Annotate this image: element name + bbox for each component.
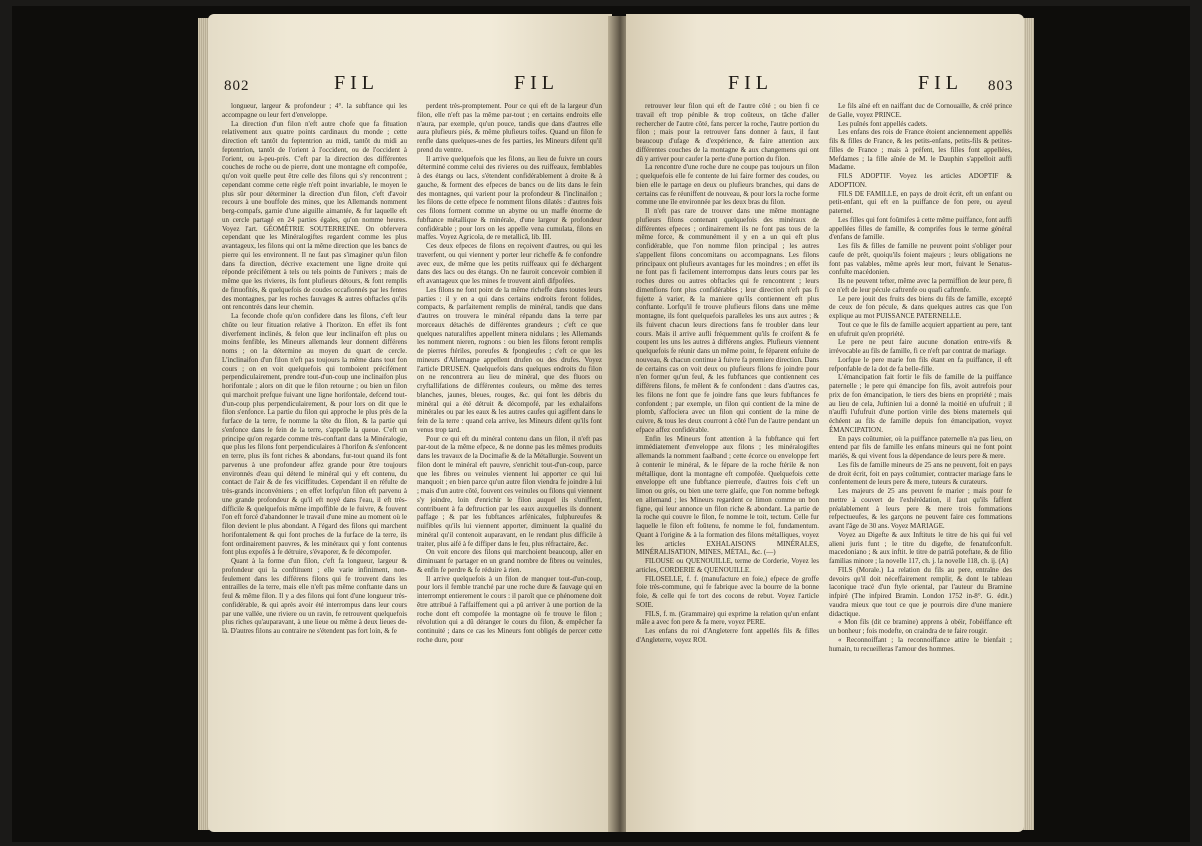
- paragraph: Il arrive quelquefois à un filon de manquer tout-d'un-coup, pour lors il femble tranché par une roche dure & fauvage qui en interrompt entierement le cours : il paroît que ce phénomene doit être attribué à l'affaiffement qui a pû arriver à une portion de la roche dont eft compofée la montagne où fe trouve le filon ; révolution qui a dû déranger le cours du filon, & empêcher fa continuité ; dans ce cas les Mineurs font obligés de percer cette roche dure, pour: [417, 574, 602, 644]
- entry-fils: FILS, f. m. (Grammaire) qui exprime la relation qu'un enfant mâle a avec fon pere & fa mere, voyez PERE.: [636, 609, 819, 627]
- paragraph: En pays coûtumier, où la puiffance paternelle n'a pas lieu, on entend par fils de famille les enfans mineurs qui ne font point mariés, & qui vivent fous la dépendance de leurs pere & mere.: [829, 434, 1012, 460]
- paragraph: Tout ce que le fils de famille acquiert appartient au pere, tant en ufufruit qu'en propriété.: [829, 320, 1012, 338]
- paragraph: Enfin les Mineurs font attention à la fubftance qui fert immédiatement d'enveloppe aux filons ; les minéralogiftes allemands la nomment faalband ; cette écorce ou enveloppe fert à contenir le minéral, & le fépare de la roche ftérile & non métallique, dont la montagne eft compofée. Quelquefois cette enveloppe eft une fubftance pierreufe, d'autres fois c'eft un limon ou grès, ou bien une terre glaife, que l'on nomme beftegk en allemand ; les Mineurs regardent ce limon comme un bon figne, qui leur annonce un filon riche & abondant. La partie de la roche qui couvre le filon, fe nomme le toit, tectum. Celle fur laquelle le filon eft foûtenu, fe nomme le fol, fundamentum. Quant à l'origine & à la formation des filons métalliques, voyez les articles EXHALAISONS MINÉRALES, MINÉRALISATION, MINES, MÉTAL, &c. (—): [636, 434, 819, 557]
- paragraph: longueur, largeur & profondeur ; 4°. la subftance qui les accompagne ou leur fert d'enveloppe.: [222, 102, 407, 119]
- paragraph: Le fils aîné eft en naiffant duc de Cornouaille, & créé prince de Galle, voyez PRINCE.: [829, 102, 1012, 119]
- paragraph: Les filons ne font point de la même richeffe dans toutes leurs parties : il y en a qui dans certains endroits feront folides, compacts, & parfaitement remplis de minéral, tandis que dans d'autres on trouvera le minéral répandu dans la terre par morceaux détachés de différentes grandeurs ; c'eft ce que quelques naturaliftes appellent minera nidulans ; les Allemands les nomment nieren, rognons : ou bien les filons feront remplis de pierres ftériles, poreufes & fpongieufes ; c'eft ce que les mineurs d'Allemagne appellent drufen ou des drufes. Voyez l'article DRUSEN. Quelquefois dans quelques endroits du filon on ne rencontrera au lieu de minéral, que des fluors ou cryftallifations de différentes couleurs, ou même des terres blanches, jaunes, bleues, rouges, &c. qui font les débris du minéral qui a été détruit & décompofé, par les exhalaifons minérales ou par les eaux & les autres caufes qui agiffent dans le fein de la terre : quand cela arrive, les Mineurs difent qu'ils font venus trop tard.: [417, 285, 602, 434]
- right-column-1: [636, 102, 819, 814]
- paragraph: Il arrive quelquefois que les filons, au lieu de fuivre un cours déterminé comme celui des rivieres ou des ruiffeaux, femblables à des étangs ou lacs, s'étendent confidérablement à droite & à gauche, & forment des efpeces de bancs ou de lits dans le fein des montagnes, qui varient pour la profondeur & l'inclinaifon ; les filons de cette efpece fe nomment filons dilatés : d'autres fois ces filons forment comme un abyme ou un maffe énorme de fubftance métallique & minérale, d'une largeur & profondeur confidérable ; pour lors on les appelle vena cumulata, filons en maffes. Voyez Agricola, de re metallicâ, lib. III.: [417, 154, 602, 242]
- entry-filoselle: FILOSELLE, f. f. (manufacture en foie,) efpece de groffe foie très-commune, qui fe fabrique avec la bourre de la bonne foie, & celle qui fe tort des cocons de rebut. Voyez l'article SOIE.: [636, 574, 819, 609]
- paragraph: Lorfque le pere marie fon fils étant en fa puiffance, il eft refponfable de la dot de fa belle-fille.: [829, 355, 1012, 373]
- right-page-number: 803: [988, 78, 1014, 94]
- right-head-word-2: FIL: [918, 72, 963, 94]
- right-page-columns: [636, 102, 1012, 814]
- paragraph: L'émancipation fait fortir le fils de famille de la puiffance paternelle ; le pere qui émancipe fon fils, avoit autrefois pour prix de fon émancipation, le tiers des biens en propriété ; mais au lieu de cela, Juftinien lui a donné la moitié en ufufruit ; il n'auffi l'ufufruit d'une portion virile des biens maternels qui échéent au fils de famille depuis fon émancipation, voyez ÉMANCIPATION.: [829, 373, 1012, 434]
- left-page: [208, 14, 612, 832]
- paragraph: Ces deux efpeces de filons en reçoivent d'autres, ou qui les traverfent, ou qui viennent y porter leur richeffe & fe confondre avec eux, de même que les petits ruiffeaux qui fe déchargent dans des lacs ou des étangs. On ne fauroit concevoir combien il eft avantageux que les mines fe trouvent ainfi difpofées.: [417, 242, 602, 285]
- paragraph: Les filles qui font foûmifes à cette même puiffance, font auffi appellées filles de famille, & comprifes fous le terme général d'enfans de famille.: [829, 215, 1012, 242]
- paragraph: Les majeurs de 25 ans peuvent fe marier ; mais pour fe mettre à couvert de l'exhérédation, il faut qu'ils faffent préalablement à leurs pere & mere trois fommations refpectueufes, & les garçons ne peuvent faire ces fommations avant l'âge de 30 ans. Voyez MARIAGE.: [829, 487, 1012, 530]
- left-running-head: [208, 72, 612, 98]
- paragraph: On voit encore des filons qui marchoient beaucoup, aller en diminuant fe partager en un grand nombre de fibres ou veinules, & enfin fe perdre & fe réduire à rien.: [417, 548, 602, 574]
- right-page: [626, 14, 1024, 832]
- paragraph: Ils ne peuvent tefter, même avec la permiffion de leur pere, fi ce n'eft de leur pécule caftrenfe ou quafi caftrenfe.: [829, 277, 1012, 294]
- paragraph: Le pere ne peut faire aucune donation entre-vifs & irrévocable au fils de famille, fi ce n'eft par contrat de mariage.: [829, 338, 1012, 355]
- paragraph: Les enfans du roi d'Angleterre font appellés fils & filles d'Angleterre, voyez ROI.: [636, 627, 819, 644]
- entry-fils-adoptif: FILS ADOPTIF. Voyez les articles ADOPTIF & ADOPTION.: [829, 172, 1012, 189]
- paragraph: Les fils & filles de famille ne peuvent point s'obliger pour caufe de prêt, quoiqu'ils foient majeurs ; leurs obligations ne font pas valables, même après leur mort, fuivant le Senatus-confulte macédonien.: [829, 242, 1012, 277]
- left-page-number: 802: [224, 78, 250, 94]
- paragraph: Les puînés font appellés cadets.: [838, 119, 928, 128]
- paragraph: La direction d'un filon n'eft autre chofe que fa fituation relativement aux quatre points cardinaux du monde ; cette direction eft tantôt du feptentrion au midi, tantôt du midi au feptentrion, tantôt de l'orient à l'occident, ou de l'occident à l'orient, ou à-peu-près. C'eft par la direction des différentes couches de roche ou de pierre, dont une montagne eft compofée, qu'on voit quelle peut être celle des filons qui s'y rencontrent ; cependant comme cette règle n'eft point invariable, le moyen le plus sûr pour déterminer la direction d'un filon, c'eft d'avoir recours à une bouffole des mines, que les Allemands nomment berg-compafs, garnie d'une aiguille aimantée, & fur laquelle eft un cercle partagé en 24 parties égales, qu'on nomme heures. Voyez l'art. GÉOMÉTRIE SOUTERREINE. On obfervera cependant que les Minéralogiftes regardent comme les plus avantageux, les filons qui ont la même direction que les bancs de pierre qui les environnent. Il ne faut pas s'imaginer qu'un filon dans fa direction, décrive exactement une ligne droite qui réponde précifément à tels ou tels points de l'univers ; mais de même que les rivieres, ils font plufieurs détours, & font remplis de finuofités, & quelquefois de coudes occafionnés par les fentes des montagnes, par les roches fauvages & autres obftacles qu'ils ont rencontrés dans leur chemin.: [222, 119, 407, 312]
- paragraph: Voyez au Digefte & aux Inftituts le titre de his qui fui vel alieni juris funt ; le titre du digefte, de fenatufconfult. macedoniano ; & aux inftit. le titre de patriâ poteftate, & de filio familias minore ; la novelle 117, ch. j. la novelle 118, ch. ij. (A): [829, 530, 1012, 565]
- right-column-2: [829, 102, 1012, 814]
- paragraph: Il n'eft pas rare de trouver dans une même montagne plufieurs filons contenant quelquefois des minéraux de différentes efpeces ; ordinairement ils ne font pas tous de la même force, & communément il y en a un qui eft plus confidérable, que l'on nomme filon principal ; les autres s'appellent filons concomitans ou accompagnans. Les filons principaux ont plufieurs avantages fur les moindres ; en effet ils ne font pas fi facilement interrompus dans leurs cours par les roches dures ou autres obftacles qui fe rencontrent ; leurs dimenfions font plus confidérables ; leur direction n'eft pas fi fujette à varier, & la maniere qu'ils contiennent eft plus conftante. Lorfqu'il fe trouve plufieurs filons dans une même montagne, ils font quelquefois paralleles les uns aux autres ; & ils fuivent chacun leurs directions fans fe troubler dans leur cours. Mais il arrive aufli fréquemment qu'ils fe croifent & fe coupent les uns les autres à différens angles. Plufieurs viennent quelquefois fe réunir dans un même point, fe féparent enfuite de nouveau, & chacun continue à fuivre fa premiere direction. Dans de certains cas on voit deux ou plufieurs filons fe joindre pour n'en former qu'un feul, & les fubftances que contiennent ces différens filons, fe mêlent & fe confondent : dans d'autres cas, les filons ne font que fe joindre fans que leurs fubftances fe confondent ; par exemple, un filon qui contient de la mine de plomb, s'affociera avec un filon qui contient de la mine de cuivre, & tous les deux courront à côté l'un de l'autre pendant un efpace affez confidérable.: [636, 207, 819, 434]
- paragraph: retrouver leur filon qui eft de l'autre côté ; ou bien fi ce travail eft trop pénible & trop coûteux, on tâche d'aller rechercher de l'autre côté, fans percer la roche, l'autre portion du filon ; mais pour la retrouver fans donner à faux, il faut beaucoup d'ufage & d'expérience, & faire attention aux différentes couches de la montagne & aux changemens qui ont dû y arriver pour caufer la perte d'une portion du filon.: [636, 102, 819, 163]
- paragraph: Quant à la forme d'un filon, c'eft fa longueur, largeur & profondeur qui la conftituent ; elle varie infiniment, non-feulement dans les différens filons qui fe trouvent dans les entrailles de la terre, mais elle n'eft pas même conftante dans un feul & même filon. Il y a des filons qui font d'une longueur très-confidérable, & qui après avoir été interrompus dans leur cours par une vallée, une riviere ou un ravin, fe retrouvent quelquefois plus riches qu'auparavant, à une lieue ou même à deux lieues de-là. D'autres filons au contraire ne s'étendent pas fort loin, & fe: [222, 557, 407, 635]
- paragraph: La rencontre d'une roche dure ne coupe pas toujours un filon ; quelquefois elle fe contente de lui faire former des coudes, ou bien elle le partage en deux ou plufieurs branches, qui dans de certains cas fe réuniffent de nouveau, & pour lors la roche forme comme une île environnée par les deux bras du filon.: [636, 163, 819, 207]
- paragraph: perdent très-promptement. Pour ce qui eft de la largeur d'un filon, elle n'eft pas la même par-tout ; en certains endroits elle n'aura, par exemple, qu'un pouce, tandis que dans d'autres elle aura plufieurs piés, & même plufieurs toifes. Quand un filon fe renfle dans quelques-unes de fes parties, les Mineurs difent qu'il prend du ventre.: [417, 102, 602, 154]
- left-column-2: [417, 102, 602, 814]
- paragraph: Pour ce qui eft du minéral contenu dans un filon, il n'eft pas par-tout de la même efpece, & ne donne pas les mêmes produits dans les travaux de la Docimafie & de la Métallurgie. Souvent un filon dont le minéral eft pauvre, s'enrichit tout-d'un-coup, parce que les fibres ou veinules viennent lui apporter ce qui lui manquoit ; en bien parce qu'un autre filon viendra fe joindre à lui ; mais d'un autre côté, fouvent ces veinules ou filons qui viennent s'y joindre, loin d'enrichir le filon auquel ils s'uniffent, contribuent à fa deftruction par les eaux auxquelles ils donnent paffage ; & par les fubftances arfénicales, fulphureufes & nuifibles qu'ils lui viennent apporter, diminuent la qualité du minéral qu'il contenoit auparavant, en le rendant plus difficile à traiter, plus aifé à fe diffiper dans le feu, plus réfractaire, &c.: [417, 434, 602, 548]
- entry-fils-de-famille: FILS DE FAMILLE, en pays de droit écrit, eft un enfant ou petit-enfant, qui eft en la puiffance de fon pere, ou ayeul paternel.: [829, 189, 1012, 215]
- left-head-word-2: FIL: [514, 72, 559, 94]
- left-head-word-1: FIL: [334, 72, 379, 94]
- paragraph: Les fils de famille mineurs de 25 ans ne peuvent, foit en pays de droit écrit, foit en pays coûtumier, contracter mariage fans le confentement de leurs pere & mere, tuteurs & curateurs.: [829, 460, 1012, 487]
- quote: « Mon fils (dit ce bramine) apprens à obéir, l'obéiffance eft un bonheur ; fois modefte, on craindra de te faire rougir.: [829, 618, 1012, 635]
- entry-filouse: FILOUSE ou QUENOUILLE, terme de Corderie, Voyez les articles, CORDERIE & QUENOUILLE.: [636, 557, 819, 574]
- left-page-columns: [222, 102, 602, 814]
- quote: « Reconnoiffant ; la reconnoiffance attire le bienfait ; humain, tu recueilleras l'amour des hommes.: [829, 635, 1012, 653]
- paragraph: Les enfans des rois de France étoient anciennement appellés fils & filles de France, & les petits-enfans, petits-fils & petites-filles de France ; mais à préfent, les filles font appellées, Mefdames ; la fille aînée de M. le Dauphin s'appelloit auffi Madame.: [829, 128, 1012, 172]
- paragraph: Le pere jouit des fruits des biens du fils de famille, excepté de ceux de fon pécule, & dans quelques autres cas que l'on explique au mot PUISSANCE PATERNELLE.: [829, 294, 1012, 320]
- left-column-1: [222, 102, 407, 814]
- entry-fils-morale: FILS (Morale.) La relation du fils au pere, entraîne des devoirs qu'il doit néceffairement remplir, & dont le tableau laconique tracé d'un ftyle oriental, par l'auteur du Bramine infpiré (The infpired Bramin. London 1752 in-8°. G. édit.) vaudra mieux que tout ce que je pourrois dire d'une maniere didactique.: [829, 565, 1012, 618]
- open-book-spread: [12, 6, 1190, 842]
- paragraph: La feconde chofe qu'on confidere dans les filons, c'eft leur chûte ou leur fituation relative à l'horizon. En effet ils font diverfement inclinés, & felon que leur inclinaifon eft plus ou moins fenfible, les Mineurs allemands leur donnent différens noms ; on la détermine au moyen du quart de cercle. L'inclinaifon d'un filon n'eft pas toujours la même dans tout fon cours ; on en voit quelquefois qui tomboient précifément perpendiculairement, prendre tout-d'un-coup une inclinaifon plus horifontale ; alors on dit que le filon retourne ; ou bien un filon qui marchoit prefque fuivant une ligne horifontale, defcend tout-d'un-coup plus perpendiculairement, & pour lors on dit que le filon s'enfonce. La partie du filon qui approche le plus près de la furface de la terre, fe nomme la tête du filon, & la partie qui s'enfonce dans le fein de la terre, s'appelle la queue. C'eft un principe qu'on regarde comme très-conftant dans la Minéralogie, que plus les filons font perpendiculaires à l'horifon & s'enfoncent en terre, plus ils font riches & abondans, fur-tout quand ils font parvenus à une profondeur affez grande pour être toujours environnés d'eau qui détend le minéral qui y eft contenu, du contact de l'air & de fes viciffitudes. Cependant il en réfulte de très-grands inconvéniens ; en effet lorfqu'un filon eft parvenu à une grande profondeur & qu'il eft noyé dans l'eau, il eft très-difficile & quelquefois même impoffible de le fuivre, & fouvent l'on eft forcé d'abandonner le travail d'une mine au moment où le filon devient le plus abondant. A l'égard des filons qui marchent horifontalement & qui font proches de la furface de la terre, ils font ordinairement pauvres, & les minéraux qui y font contenus font plus expofés à fe détruire, s'évaporer, & fe décompofer.: [222, 312, 407, 557]
- right-head-word-1: FIL: [728, 72, 773, 94]
- right-running-head: [626, 72, 1024, 98]
